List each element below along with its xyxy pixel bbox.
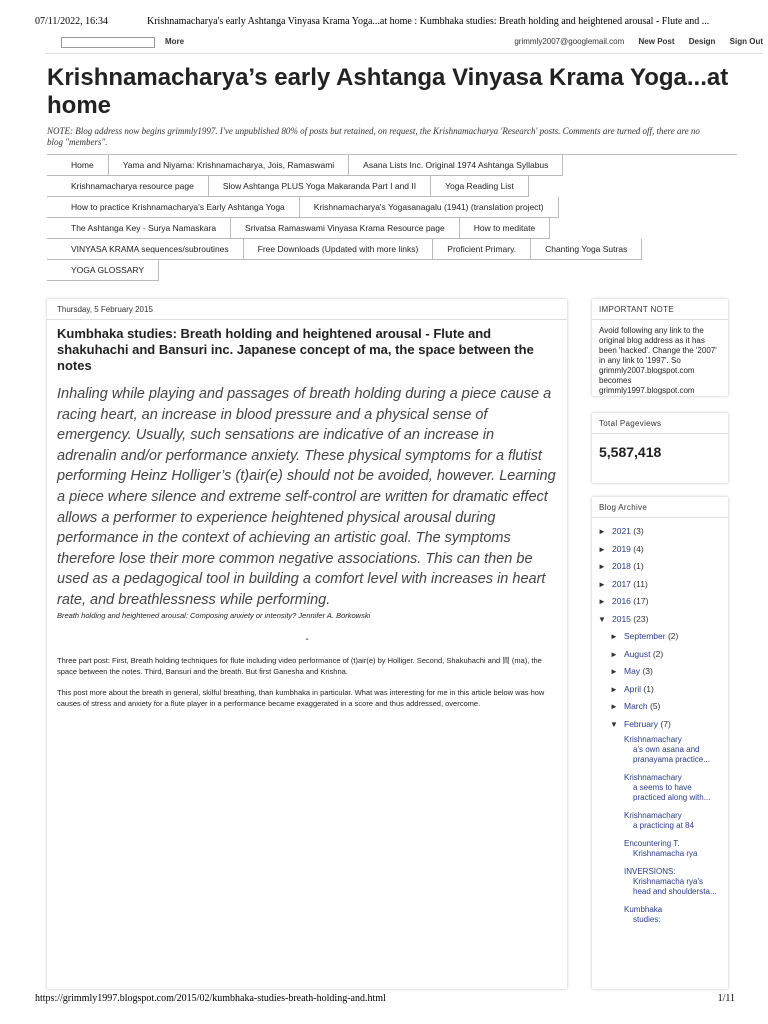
tab-home[interactable]: Home xyxy=(47,155,109,176)
tab-row xyxy=(47,239,737,260)
post-link-line: Krishnamacha rya xyxy=(633,849,698,858)
post-link-line: Krishnamachary xyxy=(624,735,682,744)
archive-month[interactable] xyxy=(598,698,722,716)
archive-post-link[interactable] xyxy=(624,735,722,765)
tab-row xyxy=(47,260,737,281)
widget-title: Total Pageviews xyxy=(592,413,728,434)
navbar-search-input[interactable] xyxy=(61,37,155,48)
widget-title: IMPORTANT NOTE xyxy=(592,299,728,320)
archive-month-link[interactable]: April xyxy=(624,683,642,694)
post-link-line: Krishnamacha rya's head and shouldersta... xyxy=(633,877,717,896)
print-url: https://grimmly1997.blogspot.com/2015/02/kumbhaka-studies-breath-holding-and.html xyxy=(35,993,386,1004)
pageviews-widget xyxy=(592,413,728,483)
pageviews-count: 5,587,418 xyxy=(599,444,662,460)
tab-yoga-glossary[interactable]: YOGA GLOSSARY xyxy=(47,260,159,281)
archive-month[interactable] xyxy=(598,628,722,646)
widget-title: Blog Archive xyxy=(592,497,728,518)
archive-year[interactable] xyxy=(598,541,722,559)
post-link-line: Krishnamachary xyxy=(624,811,682,820)
post-paragraph: Three part post: First, Breath holding techniques for flute including video performance of (t)air(e) by Holliger. Second, Shakuhachi and 間 (ma), the space between the notes. Third, Bansuri and the breath. But first Ganesha and Krishna. xyxy=(57,655,542,676)
collapse-triangle-icon[interactable]: ▼ xyxy=(610,719,618,729)
post-date-header: Thursday, 5 February 2015 xyxy=(47,299,567,320)
tab-how-to-meditate[interactable]: How to meditate xyxy=(460,218,550,239)
archive-year[interactable] xyxy=(598,576,722,594)
archive-year[interactable] xyxy=(598,523,722,541)
tab-row xyxy=(47,218,737,239)
archive-month-link[interactable]: May xyxy=(624,666,641,676)
archive-month[interactable] xyxy=(598,663,722,681)
expand-triangle-icon[interactable]: ► xyxy=(598,544,606,554)
print-datetime: 07/11/2022, 16:34 xyxy=(35,16,108,27)
archive-count: (17) xyxy=(633,596,649,606)
post-separator: - xyxy=(305,633,309,645)
tab-asana-lists[interactable]: Asana Lists Inc. Original 1974 Ashtanga Syllabus xyxy=(349,155,563,176)
archive-count: (5) xyxy=(650,701,661,711)
archive-count: (1) xyxy=(643,683,654,694)
tab-free-downloads[interactable]: Free Downloads (Updated with more links) xyxy=(244,239,434,260)
archive-month-link[interactable]: August xyxy=(624,648,651,659)
post-block-quote: Inhaling while playing and passages of breath holding during a piece cause a racing heart, an increase in blood pressure and a physical sense of emergency. Usually, such sensations are indicative of an increase in adrenalin and/or performance anxiety. These physical symptoms for a flutist performing Heinz Holliger’s (t)air(e) should not be avoided, however. Learning a piece where silence and extreme self-control are written for dramatic effect allows a performer to experience heightened physical arousal during performance in the context of achieving an artistic goal. The symptoms therefore lose their more common negative associations. This can then be used as a pedagogical tool in building a comfort level with increases in heart rate, and breathlessness while performing. xyxy=(57,386,556,608)
archive-count: (3) xyxy=(633,526,644,536)
new-post-link[interactable]: New Post xyxy=(638,37,675,46)
archive-post-link[interactable] xyxy=(624,839,722,859)
archive-count: (11) xyxy=(633,578,648,589)
expand-triangle-icon[interactable]: ► xyxy=(610,649,618,659)
tab-row xyxy=(47,155,737,176)
tab-proficient-primary[interactable]: Proficient Primary. xyxy=(433,239,531,260)
archive-count: (7) xyxy=(660,718,671,729)
tab-reading-list[interactable]: Yoga Reading List xyxy=(431,176,529,197)
archive-month-link[interactable]: February xyxy=(624,718,659,729)
archive-post-link[interactable] xyxy=(624,867,722,897)
post-link-line: studies: xyxy=(633,915,661,924)
post-link-line: INVERSIONS: xyxy=(624,867,676,876)
blog-title[interactable]: Krishnamacharya’s early Ashtanga Vinyasa Krama Yoga...at home xyxy=(47,64,729,119)
print-header xyxy=(35,16,755,27)
expand-triangle-icon[interactable]: ► xyxy=(610,702,618,711)
archive-month-link[interactable]: March xyxy=(624,701,648,711)
expand-triangle-icon[interactable]: ► xyxy=(598,527,606,536)
archive-month[interactable] xyxy=(598,646,722,664)
blog-description: NOTE: Blog address now begins grimmly1997. I've unpublished 80% of posts but retained, on request, the Krishnamacharya 'Research' posts. Comments are turned off, there are no blog "members". xyxy=(47,126,700,147)
archive-count: (3) xyxy=(642,666,653,676)
expand-triangle-icon[interactable]: ► xyxy=(598,562,606,571)
archive-year[interactable] xyxy=(598,593,722,611)
post-link-line: Krishnamachary xyxy=(624,773,682,782)
design-link[interactable]: Design xyxy=(688,37,716,46)
navbar-account-links xyxy=(502,37,763,46)
post-link-line: Encountering T. xyxy=(624,839,680,848)
tab-yogasanagalu[interactable]: Krishnamacharya's Yogasanagalu (1941) (translation project) xyxy=(300,197,559,218)
archive-year-link[interactable]: 2021 xyxy=(612,526,631,536)
archive-count: (2) xyxy=(667,631,679,641)
quote-source-caption: Breath holding and heightened arousal: Composing anxiety or intensity? Jennifer A. Borkowski xyxy=(57,610,371,620)
archive-post-link[interactable] xyxy=(624,811,722,831)
archive-month-link[interactable]: September xyxy=(624,631,666,641)
archive-post-link[interactable] xyxy=(624,905,722,925)
archive-count: (4) xyxy=(633,543,644,554)
tab-row xyxy=(47,176,737,197)
sign-out-link[interactable]: Sign Out xyxy=(729,37,763,46)
expand-triangle-icon[interactable]: ► xyxy=(610,632,618,641)
tab-yama-niyama[interactable]: Yama and Niyama: Krishnamacharya, Jois, Ramaswami xyxy=(109,155,349,176)
print-doc-title: Krishnamacharya's early Ashtanga Vinyasa Krama Yoga...at home : Kumbhaka studies: Breath holding and heightened arousal - Flute and ... xyxy=(147,16,710,27)
archive-year-link[interactable]: 2015 xyxy=(612,613,631,624)
archive-year-link[interactable]: 2017 xyxy=(612,578,631,589)
archive-tree xyxy=(592,518,728,938)
important-note-widget xyxy=(592,299,728,396)
archive-month[interactable] xyxy=(598,681,722,699)
archive-month[interactable] xyxy=(598,716,722,734)
tab-row xyxy=(47,197,737,218)
print-footer xyxy=(35,993,735,1004)
print-page-number: 1/11 xyxy=(717,993,735,1004)
pages-tab-bar xyxy=(47,154,737,281)
navbar-more-link[interactable]: More xyxy=(165,37,185,46)
post-paragraph: This post more about the breath in general, skilful breathing, than kumbhaka in particular. What was interesting for me in this article below was how causes of stress and anxiety for a flute player in a performance became exaggerated in a score and thus addressed, overcome. xyxy=(57,687,545,708)
archive-count: (23) xyxy=(633,613,649,624)
archive-count: (2) xyxy=(652,648,664,659)
main-post-column xyxy=(47,299,567,989)
navbar-divider xyxy=(45,53,763,54)
archive-count: (1) xyxy=(633,561,644,571)
expand-triangle-icon[interactable]: ► xyxy=(610,684,618,694)
tab-ramaswami-resource[interactable]: Srivatsa Ramaswami Vinyasa Krama Resource page xyxy=(231,218,460,239)
tab-chanting-yoga-sutras[interactable]: Chanting Yoga Sutras xyxy=(531,239,642,260)
archive-year-link[interactable]: 2018 xyxy=(612,561,631,571)
post-link-line: Kumbhaka xyxy=(624,905,663,914)
blog-archive-widget xyxy=(592,497,728,989)
archive-year[interactable] xyxy=(598,558,722,576)
collapse-triangle-icon[interactable]: ▼ xyxy=(598,614,606,624)
navbar-email: grimmly2007@googlemail.com xyxy=(514,37,625,46)
post-title[interactable]: Kumbhaka studies: Breath holding and heightened arousal - Flute and shakuhachi and Bansuri inc. Japanese concept of ma, the space between the notes xyxy=(57,326,534,373)
expand-triangle-icon[interactable]: ► xyxy=(610,667,618,676)
archive-year-link[interactable]: 2016 xyxy=(612,596,631,606)
expand-triangle-icon[interactable]: ► xyxy=(598,579,606,589)
tab-slow-ashtanga[interactable]: Slow Ashtanga PLUS Yoga Makaranda Part I and II xyxy=(209,176,431,197)
archive-year-link[interactable]: 2019 xyxy=(612,543,631,554)
blogger-navbar xyxy=(45,35,763,51)
tab-surya-namaskara[interactable]: The Ashtanga Key - Surya Namaskara xyxy=(47,218,231,239)
tab-resource-page[interactable]: Krishnamacharya resource page xyxy=(47,176,209,197)
post-link-line: a seems to have practiced along with... xyxy=(633,783,711,802)
expand-triangle-icon[interactable]: ► xyxy=(598,597,606,606)
archive-post-link[interactable] xyxy=(624,773,722,803)
tab-how-to-practice[interactable]: How to practice Krishnamacharya's Early Ashtanga Yoga xyxy=(47,197,300,218)
archive-year[interactable] xyxy=(598,611,722,629)
post-link-line: a practicing at 84 xyxy=(633,821,694,830)
important-note-text: Avoid following any link to the original blog address as it has been 'hacked'. Change the '2007' in any link to '1997'. So grimmly2007.blogspot.com becomes grimmly1997.blogspot.com xyxy=(599,326,717,395)
post-link-line: a's own asana and pranayama practice... xyxy=(633,745,710,764)
tab-vinyasa-krama-sequences[interactable]: VINYASA KRAMA sequences/subroutines xyxy=(47,239,244,260)
